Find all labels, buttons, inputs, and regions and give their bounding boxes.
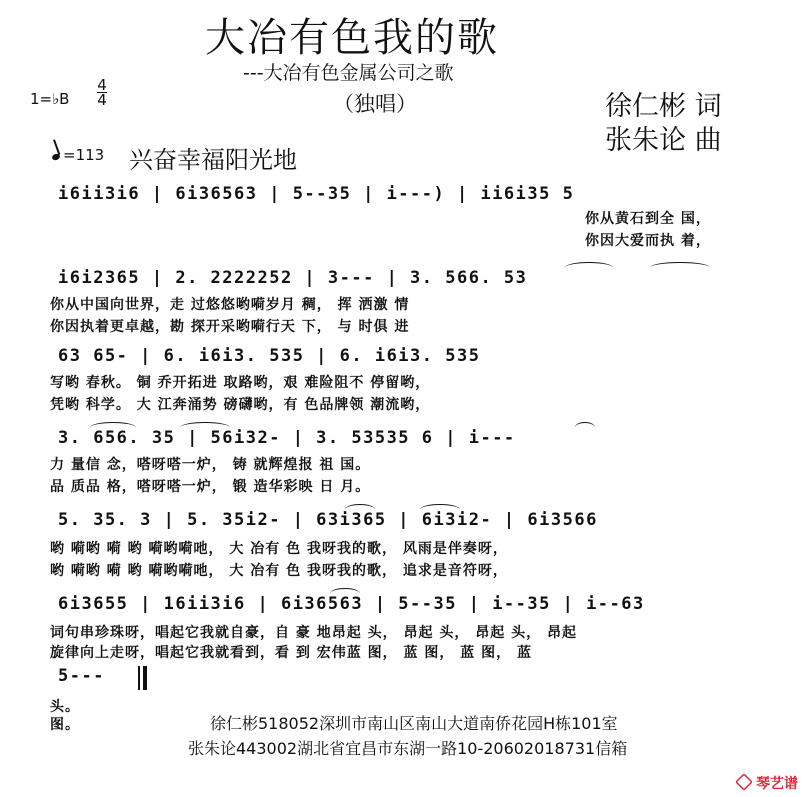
composer-address: 张朱论443002湖北省宜昌市东湖一路10-20602018731信箱 — [188, 739, 628, 758]
lyric-line-2: 图。 — [50, 717, 80, 733]
tempo-value: =113 — [63, 146, 105, 164]
quarter-note-icon — [51, 153, 61, 161]
slur-mark — [575, 422, 595, 433]
time-bottom: 4 — [97, 91, 107, 109]
notation-line: 63 65- | 6. i6i3. 535 | 6. i6i3. 535 — [58, 346, 481, 366]
mood-marking: 兴奋幸福阳光地 — [129, 146, 297, 174]
lyric-line-1: 力 量信 念，嗒呀嗒一炉， 铸 就辉煌报 祖 国。 — [50, 457, 371, 473]
lyricist-credit: 徐仁彬 词 — [605, 91, 722, 122]
song-subtitle: ---大冶有色金属公司之歌 — [243, 62, 454, 84]
lyric-line-1: 词句串珍珠呀，唱起它我就自豪，自 豪 地昂起 头， 昂起 头， 昂起 头， 昂起 — [50, 625, 577, 641]
lyric-line-2: 品 质品 格，嗒呀嗒一炉， 锻 造华彩映 日 月。 — [50, 479, 371, 495]
lyric-line-1: 你从黄石到全 国， — [585, 211, 711, 227]
lyric-line-1: 头。 — [50, 699, 80, 715]
notation-line: i6i2365 | 2. 2222252 | 3--- | 3. 566. 53 — [58, 268, 528, 288]
tempo-marking — [52, 146, 104, 164]
final-barline-thick — [143, 666, 147, 690]
performance-type: （独唱） — [333, 92, 417, 116]
song-title: 大冶有色我的歌 — [205, 15, 499, 61]
lyric-line-2: 你因执着更卓越，勘 探开采哟嗬行天 下， 与 时俱 进 — [50, 319, 410, 335]
slur-mark — [180, 422, 230, 433]
notation-line: 5. 35. 3 | 5. 35i2- | 63i365 | 6i3i2- | 6i3566 — [58, 510, 598, 530]
watermark-logo — [735, 773, 798, 793]
notation-line: i6ii3i6 | 6i36563 | 5--35 | i---) | ii6i35 5 — [58, 184, 575, 204]
watermark-text: 琴艺谱 — [756, 776, 798, 792]
composer-credit: 张朱论 曲 — [605, 125, 722, 156]
lyric-line-1: 写哟 春秋。 铜 乔开拓进 取路哟，艰 难险阻不 停留哟， — [50, 375, 431, 391]
lyric-line-1: 你从中国向世界，走 过悠悠哟嗬岁月 稠， 挥 洒激 情 — [50, 297, 410, 313]
notation-line: 6i3655 | 16ii3i6 | 6i36563 | 5--35 | i--35 | i--63 — [58, 594, 645, 614]
lyric-line-1: 哟 嗬哟 嗬 哟 嗬哟嗬吔， 大 冶有 色 我呀我的歌， 风雨是伴奏呀， — [50, 541, 508, 557]
time-top: 4 — [97, 76, 107, 94]
slur-mark — [420, 504, 460, 515]
lyric-line-2: 旋律向上走呀，唱起它我就看到，看 到 宏伟蓝 图， 蓝 图， 蓝 图， 蓝 — [50, 645, 532, 661]
notation-line: 5--- — [58, 666, 105, 686]
slur-mark — [345, 504, 375, 515]
lyric-line-2: 凭哟 科学。 大 江奔涌势 磅礴哟，有 色品牌领 潮流哟， — [50, 397, 431, 413]
notation-line: 3. 656. 35 | 56i32- | 3. 53535 6 | i--- — [58, 428, 516, 448]
slur-mark — [330, 588, 360, 599]
lyric-line-2: 你因大爱而执 着， — [585, 233, 711, 249]
logo-icon — [735, 773, 753, 791]
key-signature: 1=♭B — [30, 90, 70, 108]
lyricist-address: 徐仁彬518052深圳市南山区南山大道南侨花园H栋101室 — [210, 714, 618, 733]
slur-mark — [565, 262, 613, 273]
slur-mark — [90, 422, 136, 433]
time-signature — [97, 78, 107, 107]
final-barline-thin — [138, 666, 140, 690]
lyric-line-2: 哟 嗬哟 嗬 哟 嗬哟嗬吔， 大 冶有 色 我呀我的歌， 追求是音符呀， — [50, 563, 508, 579]
slur-mark — [650, 262, 710, 273]
